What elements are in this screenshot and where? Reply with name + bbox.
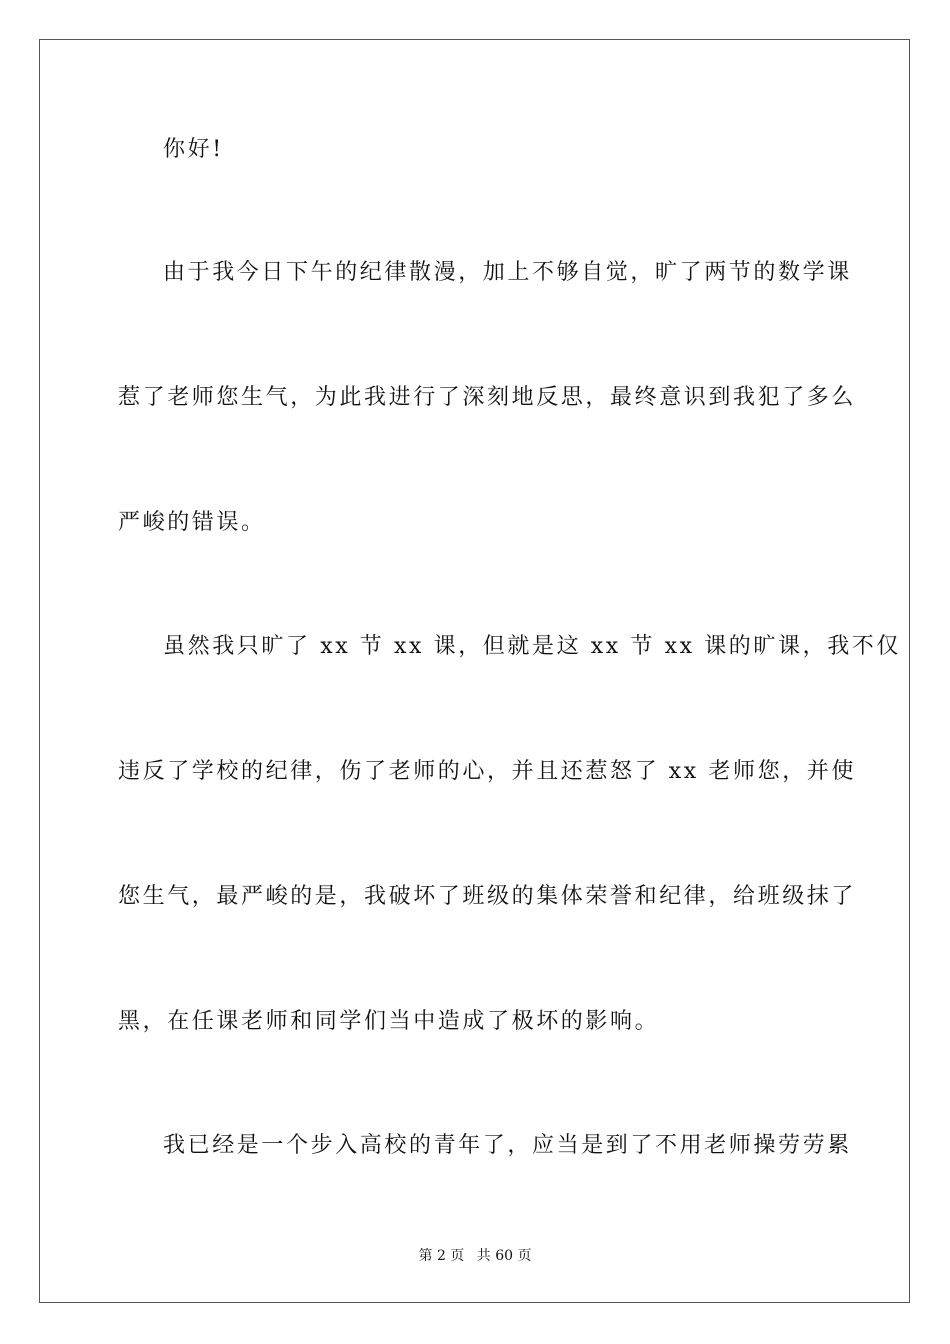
paragraph-1-line-2: 惹了老师您生气，为此我进行了深刻地反思，最终意识到我犯了多么 bbox=[118, 385, 857, 410]
paragraph-2-line-4: 黑，在任课老师和同学们当中造成了极坏的影响。 bbox=[118, 1009, 660, 1034]
paragraph-2-line-1: 虽然我只旷了 xx 节 xx 课，但就是这 xx 节 xx 课的旷课，我不仅 bbox=[163, 634, 902, 659]
paragraph-1-line-3: 严峻的错误。 bbox=[118, 510, 266, 535]
paragraph-3-line-1: 我已经是一个步入高校的青年了，应当是到了不用老师操劳劳累 bbox=[163, 1133, 852, 1158]
paragraph-2-line-3: 您生气，最严峻的是，我破坏了班级的集体荣誉和纪律，给班级抹了 bbox=[118, 884, 857, 909]
page-number-current: 第 2 页 bbox=[418, 1248, 465, 1264]
greeting-line: 你好! bbox=[163, 137, 224, 162]
paragraph-2-line-2: 违反了学校的纪律，伤了老师的心，并且还惹怒了 xx 老师您，并使 bbox=[118, 759, 857, 784]
page-number-total: 共 60 页 bbox=[476, 1248, 532, 1264]
page-frame bbox=[39, 39, 910, 1303]
paragraph-1-line-1: 由于我今日下午的纪律散漫，加上不够自觉，旷了两节的数学课 bbox=[163, 260, 852, 285]
page-footer bbox=[0, 1246, 950, 1266]
